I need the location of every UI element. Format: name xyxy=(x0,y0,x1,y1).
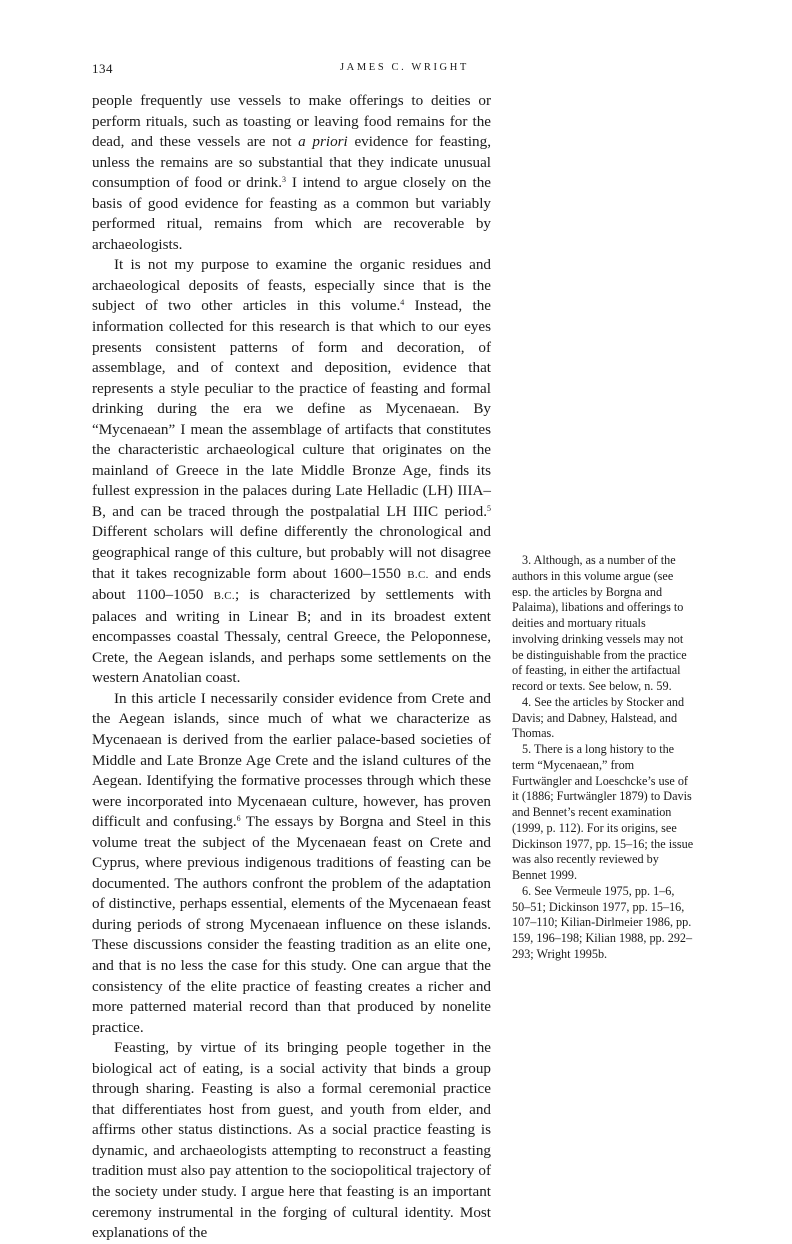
main-text xyxy=(92,91,491,1244)
italic-term: a priori xyxy=(298,133,348,151)
paragraph-3 xyxy=(92,689,491,1038)
text-run: In this article I necessarily consider evidence from Crete and the Aegean islands, since much of what we characterize as Mycenaean is derived from the earlier palace-based societies of Middle and Late Bronze Age Crete and the island cultures of the Aegean. Identifying the formative processes through which these were incorporated into Mycenaean culture, however, has proven difficult and confusing. xyxy=(92,689,491,831)
footnote-4: 4. See the articles by Stocker and Davis; and Dabney, Halstead, and Thomas. xyxy=(512,694,685,741)
paragraph-2 xyxy=(92,255,491,688)
era-abbrev: B.C. xyxy=(407,568,429,581)
text-run: ; is characterized by settlements with palaces and writing in Linear B; and in its broadest extent encompasses coastal Thessaly, central Greece, the Peloponnese, Crete, the Aegean islands, and perhaps some settlements on the western Anatolian coast. xyxy=(92,586,492,687)
paragraph-1 xyxy=(92,91,491,255)
footnote-ref[interactable]: 4 xyxy=(400,298,405,308)
paragraph-4: Feasting, by virtue of its bringing people together in the biological act of eating, is a social activity that binds a group through sharing. Feasting is also a formal ceremonial practice that differentiates host from guest, and youth from elder, and affirms other status distinctions. As a social practice feasting is dynamic, and archaeologists attempting to reconstruct a feasting tradition must also pay attention to the sociopolitical trajectory of the society under study. I argue here that feasting is an important ceremony instrumental in the forging of cultural identity. Most explanations of the xyxy=(92,1039,491,1242)
footnote-3: 3. Although, as a number of the authors in this volume argue (see esp. the articles by Borgna and Palaima), libations and offerings to deities and mortuary rituals involving drinking vessels may not be distinguishable from the practice of feasting, in either the artifactual record or texts. See below, n. 59. xyxy=(512,553,687,693)
footnote-ref[interactable]: 5 xyxy=(487,503,491,513)
era-abbrev: B.C. xyxy=(213,590,235,603)
text-run: people frequently use vessels to make offerings to deities or perform rituals, such as toasting or leaving food remains for the dead, and these vessels are not xyxy=(92,92,491,151)
text-run: I intend to argue closely on the basis of good evidence for feasting as a common but variably performed ritual, remains from which are recoverable by archaeologists. xyxy=(92,174,491,253)
text-run: and ends about 1100–1050 xyxy=(92,564,492,604)
footnote-ref[interactable]: 6 xyxy=(236,814,241,824)
footnotes xyxy=(512,553,694,963)
text-run: evidence for feasting, unless the remains are so substantial that they indicate unusual consumption of food or drink. xyxy=(92,133,491,192)
footnote-ref[interactable]: 3 xyxy=(282,175,287,185)
footnote-5: 5. There is a long history to the term “Mycenaean,” from Furtwängler and Loeschcke’s use of it (1886; Furtwängler 1879) to Davis and Bennet’s recent examination (1999, p. 112). For its origins, see Dickinson 1977, pp. 15–16; the issue was also recently reviewed by Bennet 1999. xyxy=(512,742,694,882)
running-head: JAMES C. WRIGHT xyxy=(340,62,469,73)
text-run: It is not my purpose to examine the organic residues and archaeological deposits of feasts, especially since that is the subject of two other articles in this volume. xyxy=(92,256,491,315)
text-run: Different scholars will define differently the chronological and geographical range of this culture, but probably will not disagree that it takes recognizable form about 1600–1550 xyxy=(92,523,491,582)
footnote-6: 6. See Vermeule 1975, pp. 1–6, 50–51; Dickinson 1977, pp. 15–16, 107–110; Kilian-Dirlmeier 1986, pp. 159, 196–198; Kilian 1988, pp. 292–293; Wright 1995b. xyxy=(512,883,693,961)
page-number: 134 xyxy=(92,61,113,76)
text-run: The essays by Borgna and Steel in this volume treat the subject of the Mycenaean feast on Crete and Cyprus, where previous indigenous traditions of feasting can be documented. The authors confront the problem of the adaptation of distinctive, perhaps essential, elements of the Mycenaean feast during periods of strong Mycenaean influence on these islands. These discussions consider the feasting tradition as an elite one, and that is no less the case for this study. One can argue that the consistency of the elite practice of feasting creates a richer and more patterned material record than that produced by nonelite practice. xyxy=(92,813,491,1036)
text-run: Instead, the information collected for this research is that which to our eyes presents consistent patterns of form and decoration, of assemblage, and of context and deposition, evidence that represents a style peculiar to the practice of feasting and formal drinking during the era we define as Mycenaean. By “Mycenaean” I mean the assemblage of artifacts that constitutes the characteristic archaeological culture that originates on the mainland of Greece in the late Middle Bronze Age, finds its fullest expression in the palaces during Late Helladic (LH) IIIA–B, and can be traced through the postpalatial LH IIIC period. xyxy=(92,297,491,520)
